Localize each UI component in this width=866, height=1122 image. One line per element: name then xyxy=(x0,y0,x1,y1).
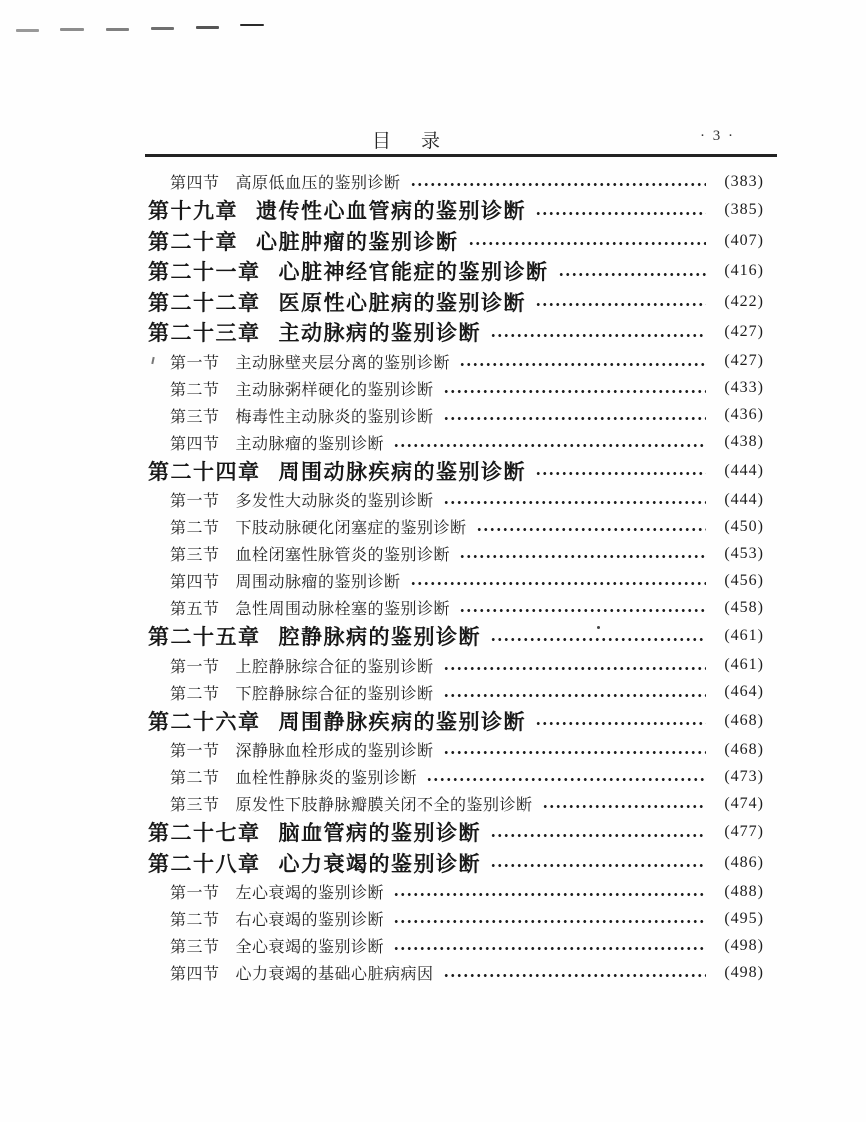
scan-artifact-dash xyxy=(106,28,129,31)
toc-entry-page: (436) xyxy=(724,406,764,423)
toc-entry-label: 第一节 xyxy=(170,743,220,760)
toc-entry-page: (383) xyxy=(724,172,764,190)
toc-entry xyxy=(148,679,764,706)
toc-entry-title: 脑血管病的鉴别诊断 xyxy=(278,821,481,846)
toc-entry-title: 梅毒性主动脉炎的鉴别诊断 xyxy=(235,408,434,426)
toc-entry-title: 深静脉血栓形成的鉴别诊断 xyxy=(235,743,434,760)
toc-entry-title: 主动脉病的鉴别诊断 xyxy=(278,321,481,346)
toc-entry-title: 血栓性静脉炎的鉴别诊断 xyxy=(235,770,418,787)
toc-entry-label: 第三节 xyxy=(170,408,220,426)
dot-leader xyxy=(426,775,706,784)
scan-artifact-dash xyxy=(16,29,39,32)
toc-entry-page: (438) xyxy=(724,433,764,450)
running-head-title xyxy=(372,126,440,153)
toc-entry-title: 原发性下肢静脉瓣膜关闭不全的鉴别诊断 xyxy=(235,797,533,814)
header-rule xyxy=(145,154,777,157)
toc-entry xyxy=(148,456,764,487)
toc-entry-page: (468) xyxy=(724,740,764,758)
toc-entry-title: 全心衰竭的鉴别诊断 xyxy=(235,939,385,956)
toc-entry-label: 第二节 xyxy=(170,381,220,399)
dot-leader xyxy=(443,748,706,757)
dot-leader xyxy=(459,360,706,369)
dot-leader xyxy=(393,441,706,450)
toc-entry-title: 医原性心脏病的鉴别诊断 xyxy=(278,290,526,315)
dot-leader xyxy=(490,831,706,840)
toc-entry-label: 第一节 xyxy=(170,885,220,902)
dot-leader xyxy=(535,300,706,309)
toc-entry-label: 第三节 xyxy=(170,939,220,956)
toc-entry-page: (498) xyxy=(724,963,764,981)
toc-entry-label: 第一节 xyxy=(170,658,220,676)
dot-leader xyxy=(558,270,707,279)
toc-entry-label: 第二十四章 xyxy=(148,459,261,484)
toc-entry-title: 急性周围动脉栓塞的鉴别诊断 xyxy=(235,601,451,618)
toc-entry xyxy=(148,168,764,195)
toc-entry-page: (453) xyxy=(724,544,764,562)
toc-entry-label: 第二节 xyxy=(170,520,220,537)
dot-leader xyxy=(459,552,706,561)
dot-leader xyxy=(476,525,706,534)
toc-entry-title: 多发性大动脉炎的鉴别诊断 xyxy=(235,493,434,510)
toc-entry-title: 腔静脉病的鉴别诊断 xyxy=(278,625,481,650)
toc-entry-label: 第二十七章 xyxy=(148,821,261,846)
toc-entry-page: (488) xyxy=(724,882,764,900)
dot-leader xyxy=(410,579,706,588)
toc-entry xyxy=(148,594,764,621)
dot-leader xyxy=(468,239,707,248)
dot-leader xyxy=(490,861,706,870)
toc-entry xyxy=(148,429,764,456)
toc-entry-label: 第二节 xyxy=(170,685,220,703)
dot-leader xyxy=(393,944,706,953)
toc-entry-label: 第一节 xyxy=(170,493,220,510)
dot-leader xyxy=(490,635,706,644)
toc-entry-title: 血栓闭塞性脉管炎的鉴别诊断 xyxy=(235,547,451,564)
toc-entry-title: 心力衰竭的鉴别诊断 xyxy=(278,851,481,876)
dot-leader xyxy=(535,469,706,478)
toc-entry xyxy=(148,256,764,287)
toc-entry xyxy=(148,567,764,594)
toc-entry-label: 第四节 xyxy=(170,574,220,591)
toc-entry xyxy=(148,226,764,257)
toc-entry-title: 下腔静脉综合征的鉴别诊断 xyxy=(235,685,434,703)
toc-entry xyxy=(148,706,764,737)
toc-entry-page: (407) xyxy=(724,231,764,249)
dot-leader xyxy=(459,606,706,615)
toc-entry xyxy=(148,621,764,652)
toc-entry-title: 右心衰竭的鉴别诊断 xyxy=(235,912,385,929)
toc-entry xyxy=(148,817,764,848)
dot-leader xyxy=(393,890,706,899)
toc-entry xyxy=(148,375,764,402)
dot-leader xyxy=(490,331,706,340)
toc-entry xyxy=(148,652,764,679)
toc-entry xyxy=(148,486,764,513)
toc-entry-title: 高原低血压的鉴别诊断 xyxy=(235,175,401,192)
toc-entry xyxy=(148,402,764,429)
toc-entry-title: 左心衰竭的鉴别诊断 xyxy=(235,885,385,902)
dot-leader xyxy=(535,209,706,218)
toc-entry xyxy=(148,905,764,932)
scan-artifact-dash xyxy=(196,26,219,29)
toc-entry-title: 遗传性心血管病的鉴别诊断 xyxy=(256,199,526,224)
toc-entry-label: 第二十八章 xyxy=(148,851,261,876)
dot-leader xyxy=(443,498,706,507)
dot-leader xyxy=(393,917,706,926)
toc-entry-title: 心脏肿瘤的鉴别诊断 xyxy=(256,229,459,254)
dot-leader xyxy=(535,719,706,728)
toc-entry-page: (461) xyxy=(724,656,764,673)
toc-entry-page: (473) xyxy=(724,767,764,785)
dot-leader xyxy=(443,971,706,980)
toc-entry-label: 第二十章 xyxy=(148,229,238,254)
toc-entry-label: 第二十二章 xyxy=(148,290,261,315)
dot-leader xyxy=(410,180,706,189)
toc-entry-label: 第三节 xyxy=(170,547,220,564)
toc-entry-label: 第一节 xyxy=(170,354,220,372)
toc-entry xyxy=(148,195,764,226)
toc-entry xyxy=(148,513,764,540)
toc-entry xyxy=(148,540,764,567)
toc-entry-page: (444) xyxy=(724,461,764,479)
toc-entry-page: (385) xyxy=(724,201,764,219)
toc-entry-title: 心力衰竭的基础心脏病病因 xyxy=(235,966,434,983)
toc-entry-title: 心脏神经官能症的鉴别诊断 xyxy=(278,260,549,285)
toc-entry xyxy=(148,790,764,817)
toc-entry-page: (474) xyxy=(724,794,764,812)
toc-entry xyxy=(148,317,764,348)
toc-entry-page: (422) xyxy=(724,292,764,310)
dot-leader xyxy=(542,802,706,811)
toc-entry xyxy=(148,736,764,763)
toc-entry xyxy=(148,932,764,959)
running-head-char-right: 录 xyxy=(421,131,441,152)
toc-entry-page: (477) xyxy=(724,823,764,841)
toc-entry-label: 第二十六章 xyxy=(148,709,261,734)
scan-artifact-dash xyxy=(60,28,84,31)
toc-entry-page: (468) xyxy=(724,711,764,729)
toc-list xyxy=(148,168,764,986)
toc-entry-page: (486) xyxy=(724,853,764,871)
dot-leader xyxy=(443,691,706,700)
toc-entry-page: (498) xyxy=(724,936,764,954)
scan-artifact-dash xyxy=(240,24,264,26)
dot-leader xyxy=(443,414,706,423)
toc-entry-title: 周围动脉瘤的鉴别诊断 xyxy=(235,574,401,591)
toc-entry-label: 第十九章 xyxy=(148,199,238,224)
toc-entry-page: (450) xyxy=(724,517,764,535)
toc-entry-page: (427) xyxy=(724,352,764,369)
toc-entry-page: (416) xyxy=(724,262,764,280)
toc-entry xyxy=(148,959,764,986)
dot-leader xyxy=(443,664,706,673)
toc-entry xyxy=(148,287,764,318)
toc-entry-title: 周围动脉疾病的鉴别诊断 xyxy=(278,459,526,484)
toc-entry-title: 主动脉粥样硬化的鉴别诊断 xyxy=(235,381,434,399)
toc-entry-label: 第四节 xyxy=(170,966,220,983)
toc-entry-title: 上腔静脉综合征的鉴别诊断 xyxy=(235,658,434,676)
toc-entry xyxy=(148,763,764,790)
toc-entry-label: 第三节 xyxy=(170,797,220,814)
dot-leader xyxy=(443,387,706,396)
page-number-marker: · 3 · xyxy=(700,128,735,144)
toc-entry-title: 主动脉瘤的鉴别诊断 xyxy=(235,435,385,453)
scan-artifact-dash xyxy=(151,27,174,30)
toc-entry-label: 第二节 xyxy=(170,770,220,787)
toc-entry-page: (444) xyxy=(724,490,764,508)
toc-entry-page: (461) xyxy=(724,627,764,645)
toc-entry-title: 主动脉壁夹层分离的鉴别诊断 xyxy=(235,354,451,372)
toc-entry-label: 第二节 xyxy=(170,912,220,929)
running-head-char-left: 目 xyxy=(372,131,392,152)
toc-entry xyxy=(148,878,764,905)
toc-entry-label: 第四节 xyxy=(170,175,220,192)
toc-entry-label: 第二十三章 xyxy=(148,321,261,346)
toc-entry-label: 第五节 xyxy=(170,601,220,618)
toc-entry-page: (456) xyxy=(724,571,764,589)
toc-entry-page: (458) xyxy=(724,598,764,616)
toc-entry-label: 第二十一章 xyxy=(148,260,261,285)
toc-entry xyxy=(148,348,764,375)
toc-entry-title: 周围静脉疾病的鉴别诊断 xyxy=(278,709,526,734)
toc-entry-label: 第二十五章 xyxy=(148,625,261,650)
toc-entry-page: (427) xyxy=(724,323,764,341)
toc-entry-page: (464) xyxy=(724,683,764,700)
toc-entry-page: (433) xyxy=(724,379,764,396)
toc-entry-title: 下肢动脉硬化闭塞症的鉴别诊断 xyxy=(235,520,467,537)
toc-entry-label: 第四节 xyxy=(170,435,220,453)
toc-entry xyxy=(148,848,764,879)
toc-entry-page: (495) xyxy=(724,909,764,927)
